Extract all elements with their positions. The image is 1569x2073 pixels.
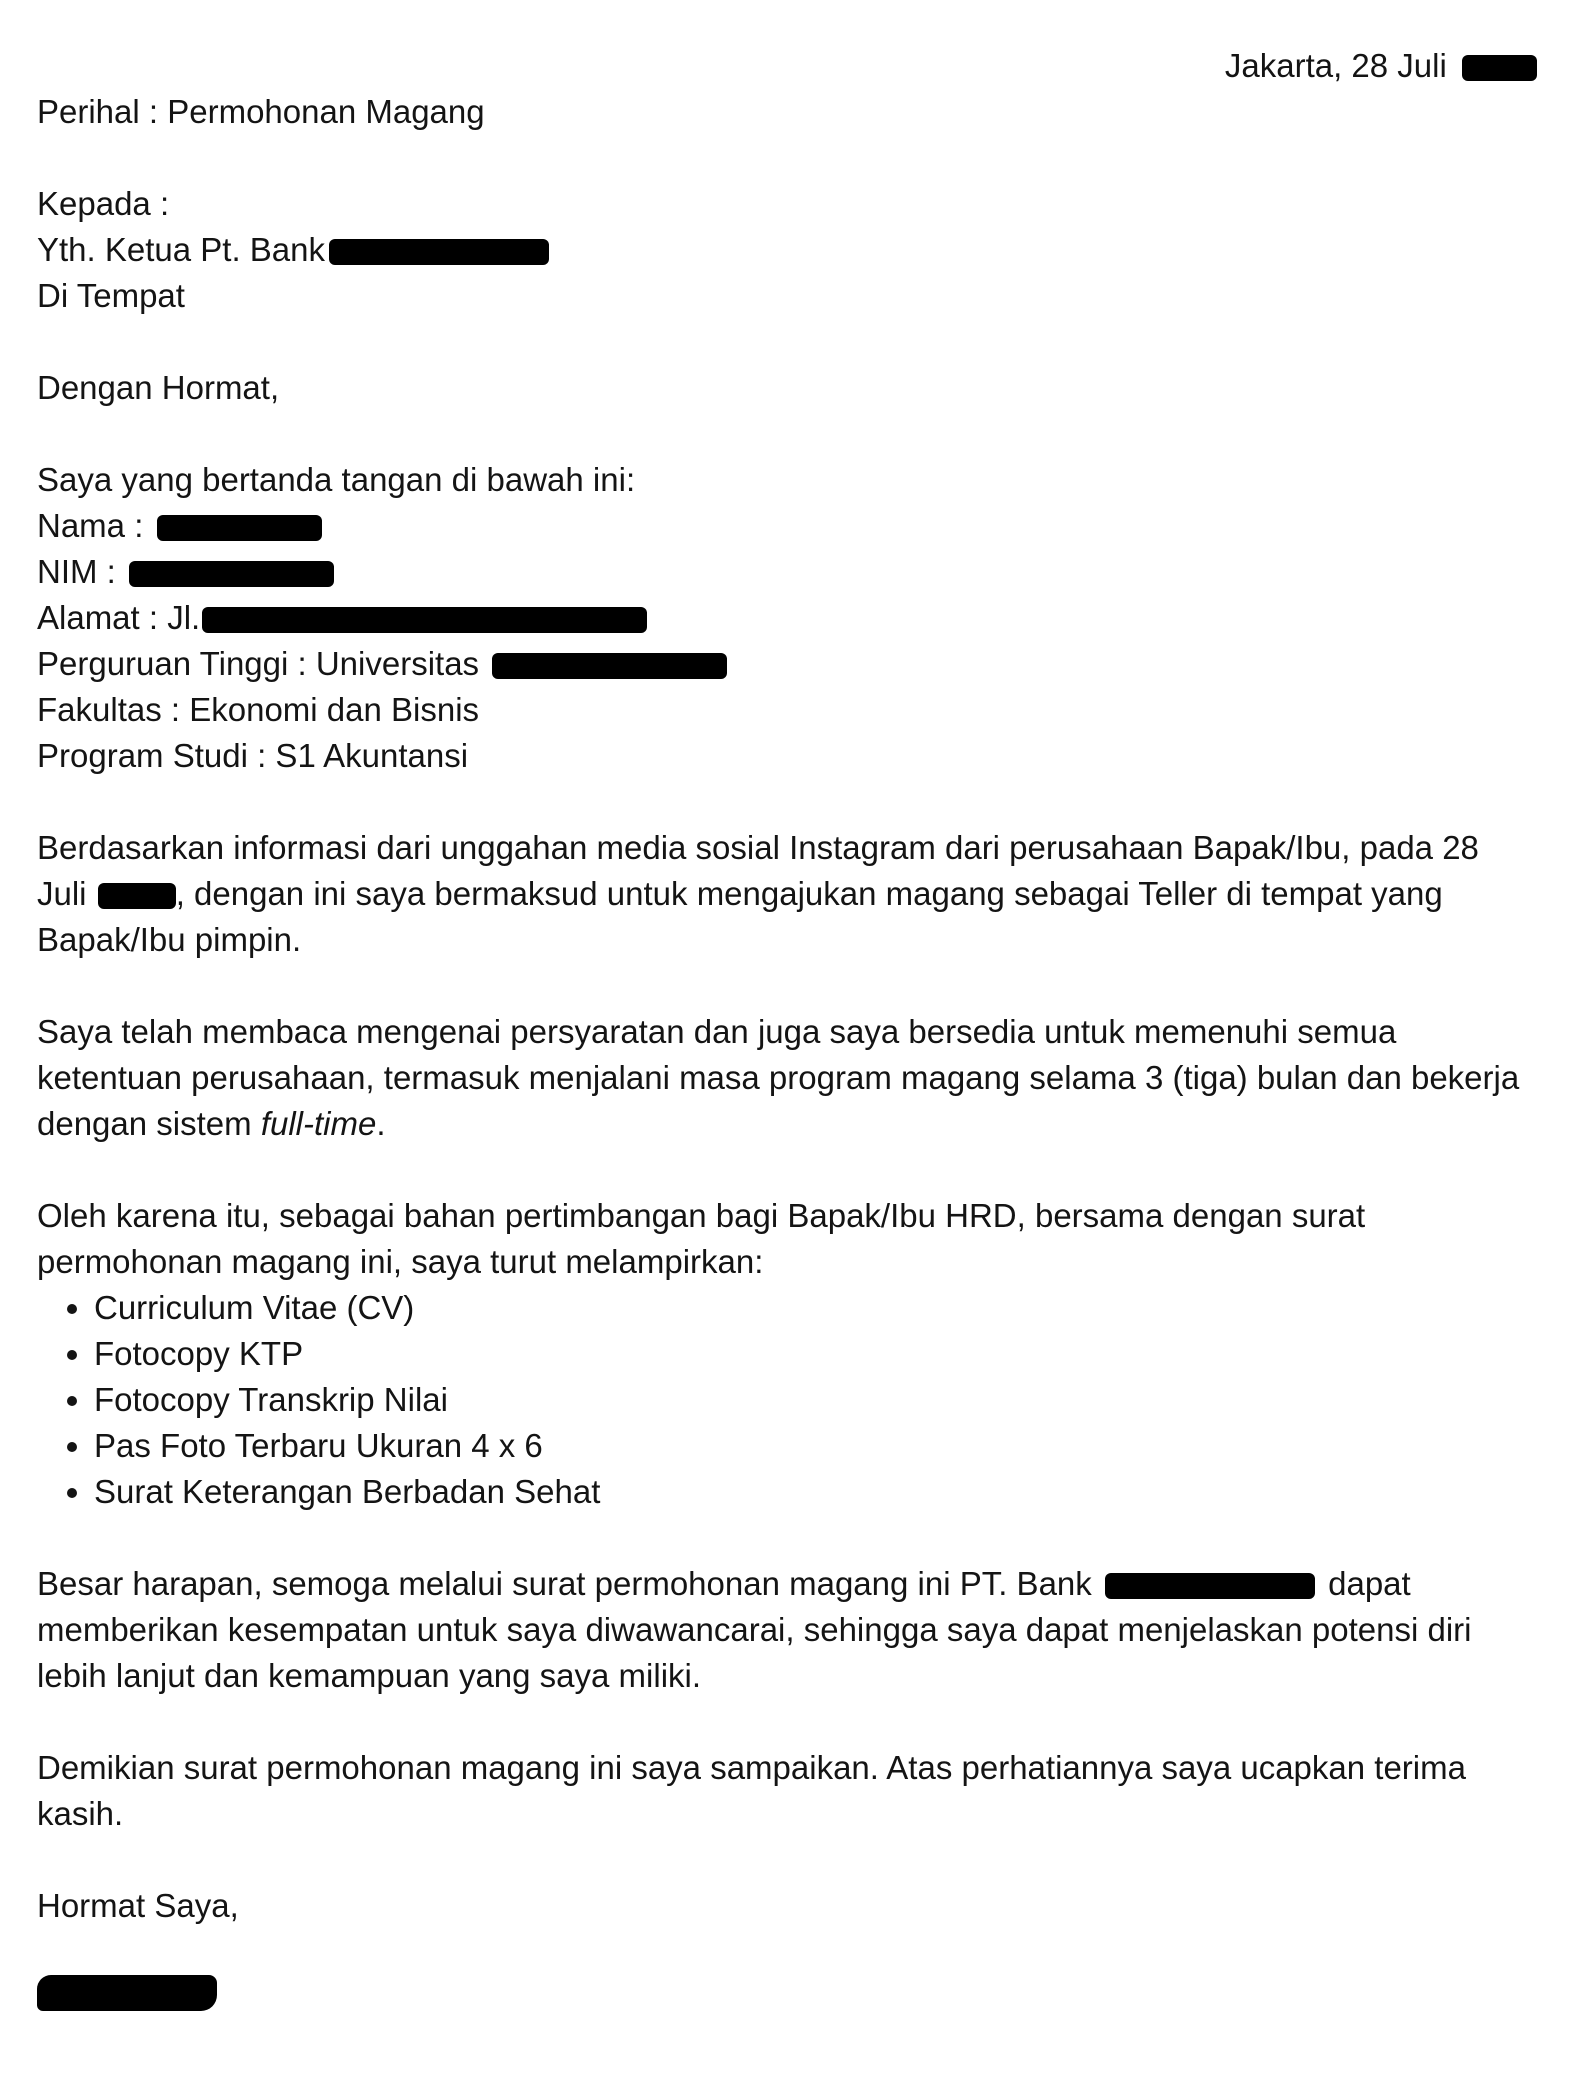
greeting: Dengan Hormat, (37, 369, 280, 406)
redacted-nim (129, 561, 334, 587)
attachment-item: • Fotocopy KTP (94, 1331, 600, 1377)
field-nama (37, 506, 322, 546)
redacted-universitas (492, 653, 727, 679)
subject-line: Perihal : Permohonan Magang (37, 93, 485, 130)
redacted-nama (157, 515, 322, 541)
field-perguruan-label: Perguruan Tinggi : Universitas (37, 645, 480, 682)
field-alamat (37, 598, 647, 638)
para1-line2a: Juli (37, 875, 87, 912)
para1-line2 (37, 874, 1443, 914)
recipient-label: Kepada : (37, 185, 170, 222)
field-perguruan (37, 644, 727, 684)
para1-line3: Bapak/Ibu pimpin. (37, 921, 302, 958)
redacted-year (1462, 55, 1537, 81)
closing: Hormat Saya, (37, 1887, 239, 1924)
attachment-item: • Fotocopy Transkrip Nilai (94, 1377, 600, 1423)
attachment-item: • Surat Keterangan Berbadan Sehat (94, 1469, 600, 1515)
date-text: Jakarta, 28 Juli (1224, 47, 1447, 84)
para3-line1: Oleh karena itu, sebagai bahan pertimbangan bagi Bapak/Ibu HRD, bersama dengan surat (37, 1197, 1366, 1234)
para3-line2: permohonan magang ini, saya turut melampirkan: (37, 1243, 764, 1280)
field-fakultas: Fakultas : Ekonomi dan Bisnis (37, 691, 480, 728)
para4-line1a: Besar harapan, semoga melalui surat permohonan magang ini PT. Bank (37, 1565, 1092, 1602)
para2-line3b: . (376, 1105, 386, 1142)
field-nim-label: NIM : (37, 553, 116, 590)
letter-date (1225, 46, 1537, 86)
para5-line2: kasih. (37, 1795, 124, 1832)
redacted-signature-name (37, 1975, 217, 2011)
para2-line1: Saya telah membaca mengenai persyaratan dan juga saya bersedia untuk memenuhi semua (37, 1013, 1397, 1050)
para2-line3 (37, 1104, 386, 1144)
para4-line1 (37, 1564, 1411, 1604)
field-prodi: Program Studi : S1 Akuntansi (37, 737, 469, 774)
field-alamat-label: Alamat : Jl. (37, 599, 201, 636)
intro-line: Saya yang bertanda tangan di bawah ini: (37, 461, 636, 498)
field-nim (37, 552, 334, 592)
recipient-addressee-line (37, 230, 549, 270)
para4-line3: lebih lanjut dan kemampuan yang saya miliki. (37, 1657, 702, 1694)
recipient-addressee: Yth. Ketua Pt. Bank (37, 231, 326, 268)
para2-line2: ketentuan perusahaan, termasuk menjalani masa program magang selama 3 (tiga) bulan dan bekerja (37, 1059, 1520, 1096)
attachment-item: • Curriculum Vitae (CV) (94, 1285, 600, 1331)
para4-line2: memberikan kesempatan untuk saya diwawancarai, sehingga saya dapat menjelaskan potensi diri (37, 1611, 1472, 1648)
para5-line1: Demikian surat permohonan magang ini saya sampaikan. Atas perhatiannya saya ucapkan terima (37, 1749, 1466, 1786)
para1-line2b: , dengan ini saya bermaksud untuk mengajukan magang sebagai Teller di tempat yang (175, 875, 1443, 912)
para4-line1b: dapat (1328, 1565, 1411, 1602)
redacted-alamat (202, 607, 647, 633)
attachment-list (37, 1285, 600, 1515)
para2-fulltime: full-time (260, 1105, 377, 1142)
attachment-item: • Pas Foto Terbaru Ukuran 4 x 6 (94, 1423, 600, 1469)
field-nama-label: Nama : (37, 507, 144, 544)
para2-line3a: dengan sistem (37, 1105, 261, 1142)
redacted-year-para1 (98, 883, 176, 909)
redacted-bank-name-2 (1105, 1573, 1315, 1599)
redacted-bank-name (329, 239, 549, 265)
para1-line1: Berdasarkan informasi dari unggahan media sosial Instagram dari perusahaan Bapak/Ibu, pada 28 (37, 829, 1479, 866)
recipient-place: Di Tempat (37, 277, 185, 314)
